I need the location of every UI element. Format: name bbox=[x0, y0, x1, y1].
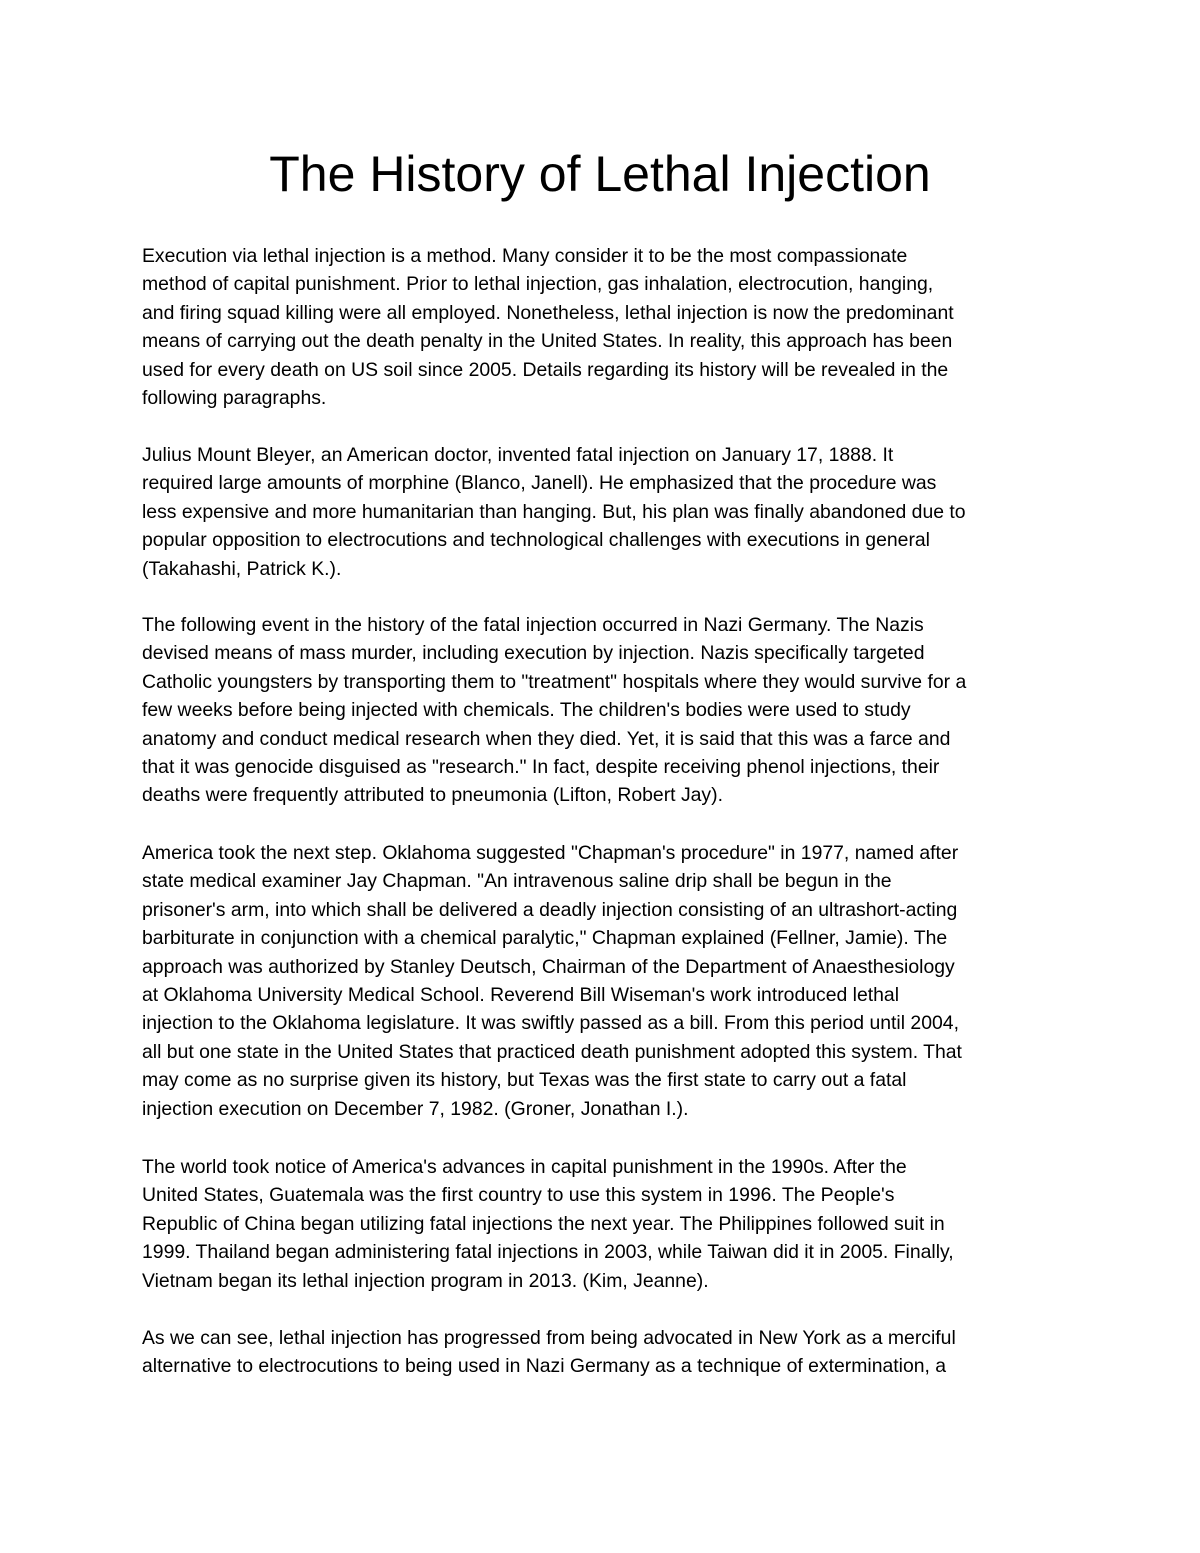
paragraph-line: Julius Mount Bleyer, an American doctor, invented fatal injection on January 17, 1888. It bbox=[142, 444, 894, 466]
paragraph-america bbox=[142, 839, 1072, 1123]
paragraph-line: Execution via lethal injection is a method. Many consider it to be the most compassionate bbox=[142, 245, 908, 267]
paragraph-line: As we can see, lethal injection has progressed from being advocated in New York as a merciful bbox=[142, 1327, 956, 1349]
paragraph-line: required large amounts of morphine (Blanco, Janell). He emphasized that the procedure was bbox=[142, 472, 937, 495]
paragraph-line: prisoner's arm, into which shall be delivered a deadly injection consisting of an ultrashort-acting bbox=[142, 898, 958, 921]
document-title: The History of Lethal Injection bbox=[269, 146, 931, 202]
paragraph-line: popular opposition to electrocutions and technological challenges with executions in general bbox=[142, 529, 930, 552]
paragraph-line: The world took notice of America's advances in capital punishment in the 1990s. After the bbox=[142, 1156, 907, 1178]
paragraph-line: method of capital punishment. Prior to lethal injection, gas inhalation, electrocution, hanging, bbox=[142, 273, 934, 296]
paragraph-line: devised means of mass murder, including execution by injection. Nazis specifically targeted bbox=[142, 642, 925, 665]
paragraph-line: Vietnam began its lethal injection program in 2013. (Kim, Jeanne). bbox=[142, 1269, 709, 1292]
paragraph-line: The following event in the history of the fatal injection occurred in Nazi Germany. The Nazis bbox=[142, 614, 924, 636]
paragraph-line: Catholic youngsters by transporting them to "treatment" hospitals where they would survive for a bbox=[142, 670, 967, 693]
paragraph-line: barbiturate in conjunction with a chemical paralytic," Chapman explained (Fellner, Jamie). The bbox=[142, 927, 948, 950]
paragraph-line: injection to the Oklahoma legislature. It was swiftly passed as a bill. From this period until 2004, bbox=[142, 1012, 959, 1035]
paragraph-line: means of carrying out the death penalty in the United States. In reality, this approach has been bbox=[142, 330, 953, 353]
paragraph-line: alternative to electrocutions to being used in Nazi Germany as a technique of extermination, a bbox=[142, 1355, 947, 1378]
paragraph-bleyer bbox=[142, 441, 1072, 583]
paragraph-line: less expensive and more humanitarian than hanging. But, his plan was finally abandoned due to bbox=[142, 500, 966, 523]
paragraph-conclusion bbox=[142, 1324, 1072, 1381]
paragraph-line: state medical examiner Jay Chapman. "An intravenous saline drip shall be begun in the bbox=[142, 870, 892, 893]
paragraph-line: United States, Guatemala was the first country to use this system in 1996. The People's bbox=[142, 1184, 895, 1207]
paragraph-line: approach was authorized by Stanley Deutsch, Chairman of the Department of Anaesthesiology bbox=[142, 955, 955, 978]
paragraph-line: (Takahashi, Patrick K.). bbox=[142, 557, 342, 580]
paragraph-line: Republic of China began utilizing fatal injections the next year. The Philippines followed suit in bbox=[142, 1212, 945, 1235]
paragraph-line: all but one state in the United States that practiced death punishment adopted this system. That bbox=[142, 1040, 962, 1063]
paragraph-line: deaths were frequently attributed to pneumonia (Lifton, Robert Jay). bbox=[142, 784, 723, 807]
paragraph-introduction bbox=[142, 242, 1072, 412]
paragraph-line: and firing squad killing were all employed. Nonetheless, lethal injection is now the predominant bbox=[142, 301, 954, 324]
paragraph-line: may come as no surprise given its history, but Texas was the first state to carry out a fatal bbox=[142, 1069, 907, 1092]
paragraph-line: few weeks before being injected with chemicals. The children's bodies were used to study bbox=[142, 699, 911, 722]
paragraph-nazi-germany bbox=[142, 611, 1072, 810]
paragraph-line: America took the next step. Oklahoma suggested "Chapman's procedure" in 1977, named after bbox=[142, 842, 959, 864]
paragraph-world bbox=[142, 1153, 1072, 1295]
paragraph-line: 1999. Thailand began administering fatal injections in 2003, while Taiwan did it in 2005. Finally, bbox=[142, 1241, 954, 1264]
paragraph-line: injection execution on December 7, 1982. (Groner, Jonathan I.). bbox=[142, 1097, 689, 1120]
paragraph-line: that it was genocide disguised as "research." In fact, despite receiving phenol injections, their bbox=[142, 756, 940, 779]
paragraph-line: anatomy and conduct medical research when they died. Yet, it is said that this was a farce and bbox=[142, 727, 951, 750]
paragraph-line: following paragraphs. bbox=[142, 387, 327, 410]
paragraph-line: at Oklahoma University Medical School. Reverend Bill Wiseman's work introduced lethal bbox=[142, 984, 900, 1007]
paragraph-line: used for every death on US soil since 2005. Details regarding its history will be revealed in the bbox=[142, 358, 949, 381]
